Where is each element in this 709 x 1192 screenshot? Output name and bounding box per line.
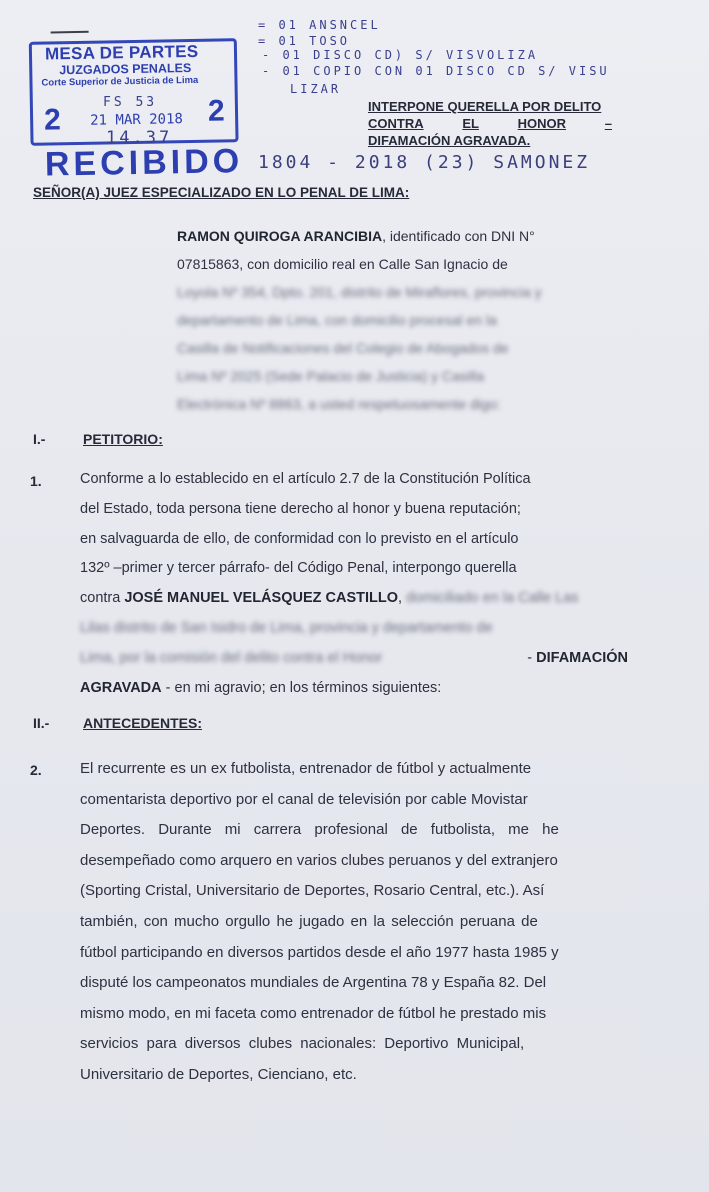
stamp-line-2: JUZGADOS PENALES <box>59 60 192 78</box>
intro-line-3 <box>177 278 617 306</box>
defendant-name: JOSÉ MANUEL VELÁSQUEZ CASTILLO <box>124 590 398 607</box>
intro-line-2-text: 07815863, con domicilio real en Calle San Ignacio de <box>177 256 508 272</box>
intro-line-4 <box>177 306 617 334</box>
section-1-number: I.- <box>33 431 46 447</box>
stamp-date: 21 MAR 2018 <box>90 111 184 129</box>
para1-line-5-pre: contra <box>80 590 125 607</box>
plaintiff-name: RAMON QUIROGA ARANCIBIA <box>177 228 383 244</box>
sumilla <box>368 98 612 149</box>
intro-line <box>177 222 617 250</box>
stamp-line-1: MESA DE PARTES <box>44 41 199 64</box>
para1-line-2: del Estado, toda persona tiene derecho al honor y buena reputación; <box>80 500 521 517</box>
para2-line: comentarista deportivo por el canal de televisión por cable Movistar <box>80 790 528 808</box>
stamp-number-left: 2 <box>43 103 62 137</box>
stamp-received: RECIBIDO <box>44 142 244 184</box>
handwritten-line-3: - 01 DISCO CD) S/ VISVOLIZA <box>262 48 539 62</box>
para2-line: servicios para diversos clubes nacionales: Deportivo Municipal, <box>80 1035 525 1053</box>
handwritten-case-number: 1804 - 2018 (23) SAMONEZ <box>258 152 591 173</box>
para2-line: fútbol participando en diversos partidos desde el año 1977 hasta 1985 y <box>80 943 559 961</box>
para1-line-7-redacted: Lima, por la comisión del delito contra el Honor <box>80 649 383 666</box>
reception-stamp <box>29 38 244 184</box>
para1-line-7-dash: - <box>527 649 537 666</box>
para2-line: El recurrente es un ex futbolista, entrenador de fútbol y actualmente <box>80 760 532 777</box>
stamp-line-3: Corte Superior de Justicia de Lima <box>41 74 199 89</box>
para2-line: desempeñado como arquero en varios clubes peruanos y del extranjero <box>80 851 558 869</box>
handwritten-line-5: LIZAR <box>290 82 342 96</box>
paragraph-1-number: 1. <box>30 473 42 489</box>
sumilla-line-3: DIFAMACIÓN AGRAVADA. <box>368 133 531 148</box>
intro-line-7 <box>177 390 617 418</box>
intro-line-5 <box>177 334 617 362</box>
intro-line-6-text: Lima Nº 2025 (Sede Palacio de Justicia) y Casilla <box>177 368 485 384</box>
intro-line-3-text: Loyola Nº 354, Dpto. 201, distrito de Miraflores, provincia y <box>177 284 542 300</box>
sumilla-line-2 <box>368 115 612 132</box>
para2-line: (Sporting Cristal, Universitario de Deportes, Rosario Central, etc.). Así <box>80 882 545 900</box>
para1-line-1: Conforme a lo establecido en el artículo 2.7 de la Constitución Política <box>80 471 531 487</box>
handwritten-line-1: = 01 ANSNCEL <box>258 18 381 32</box>
section-2-number: II.- <box>33 715 50 731</box>
para1-line-3: en salvaguarda de ello, de conformidad con lo previsto en el artículo <box>80 530 519 547</box>
para1-line-4: 132º –primer y tercer párrafo- del Código Penal, interpongo querella <box>80 560 517 577</box>
sumilla-word: EL <box>462 116 479 131</box>
para1-line-8 <box>80 674 628 704</box>
intro-line-1-rest: , identificado con DNI N° <box>382 228 535 244</box>
section-1-title: PETITORIO: <box>83 431 163 447</box>
intro-line-4-text: departamento de Lima, con domicilio procesal en la <box>177 312 497 328</box>
section-2-title: ANTECEDENTES: <box>83 715 203 731</box>
handwritten-folio: FS 53 <box>103 95 158 110</box>
sumilla-word: HONOR <box>517 116 567 131</box>
intro-line-6 <box>177 362 617 390</box>
offense-name-part2: AGRAVADA <box>80 679 162 696</box>
handwritten-time: 14.37 <box>106 128 173 148</box>
paragraph-2 <box>80 754 628 1091</box>
stamp-number-right: 2 <box>207 94 225 128</box>
offense-name-part1: DIFAMACIÓN <box>536 649 628 666</box>
stamp-dash <box>51 31 89 34</box>
para1-line-5 <box>80 584 628 614</box>
para2-line: Deportes. Durante mi carrera profesional de futbolista, me he <box>80 821 559 839</box>
sumilla-word: CONTRA <box>368 116 424 131</box>
sumilla-word: – <box>604 116 612 131</box>
intro-paragraph <box>177 222 617 418</box>
handwritten-line-2: = 01 TOSO <box>258 34 351 48</box>
para2-line: disputé los campeonatos mundiales de Argentina 78 y España 82. Del <box>80 974 547 992</box>
para2-last-line: Universitario de Deportes, Cienciano, etc. <box>80 1065 357 1083</box>
para1-line-8-rest: - en mi agravio; en los términos siguientes: <box>161 679 442 696</box>
intro-line-1 <box>177 222 535 250</box>
intro-line-5-text: Casilla de Notificaciones del Colegio de Abogados de <box>177 340 509 356</box>
para1-line-5-post: , <box>398 590 403 607</box>
para1-line-7-end <box>527 644 628 674</box>
para2-line: mismo modo, en mi faceta como entrenador de fútbol he prestado mis <box>80 1004 547 1022</box>
para2-line: también, con mucho orgullo he jugado en la selección peruana de <box>80 912 538 930</box>
handwritten-line-4: - 01 COPIO CON 01 DISCO CD S/ VISU <box>262 64 610 78</box>
paragraph-1 <box>80 465 628 703</box>
intro-line-2 <box>177 250 617 278</box>
para1-line-7 <box>80 644 628 674</box>
addressee: SEÑOR(A) JUEZ ESPECIALIZADO EN LO PENAL DE LIMA: <box>33 185 410 200</box>
intro-line-7-text: Electrónica Nº 8863, a usted respetuosamente digo: <box>177 396 501 412</box>
paragraph-2-number: 2. <box>30 762 42 778</box>
para1-line-5-redacted: domiciliado en la Calle Las <box>406 590 579 607</box>
sumilla-line-1: INTERPONE QUERELLA POR DELITO <box>368 99 602 114</box>
para1-line-6: Lilas distrito de San Isidro de Lima, provincia y departamento de <box>80 619 493 636</box>
